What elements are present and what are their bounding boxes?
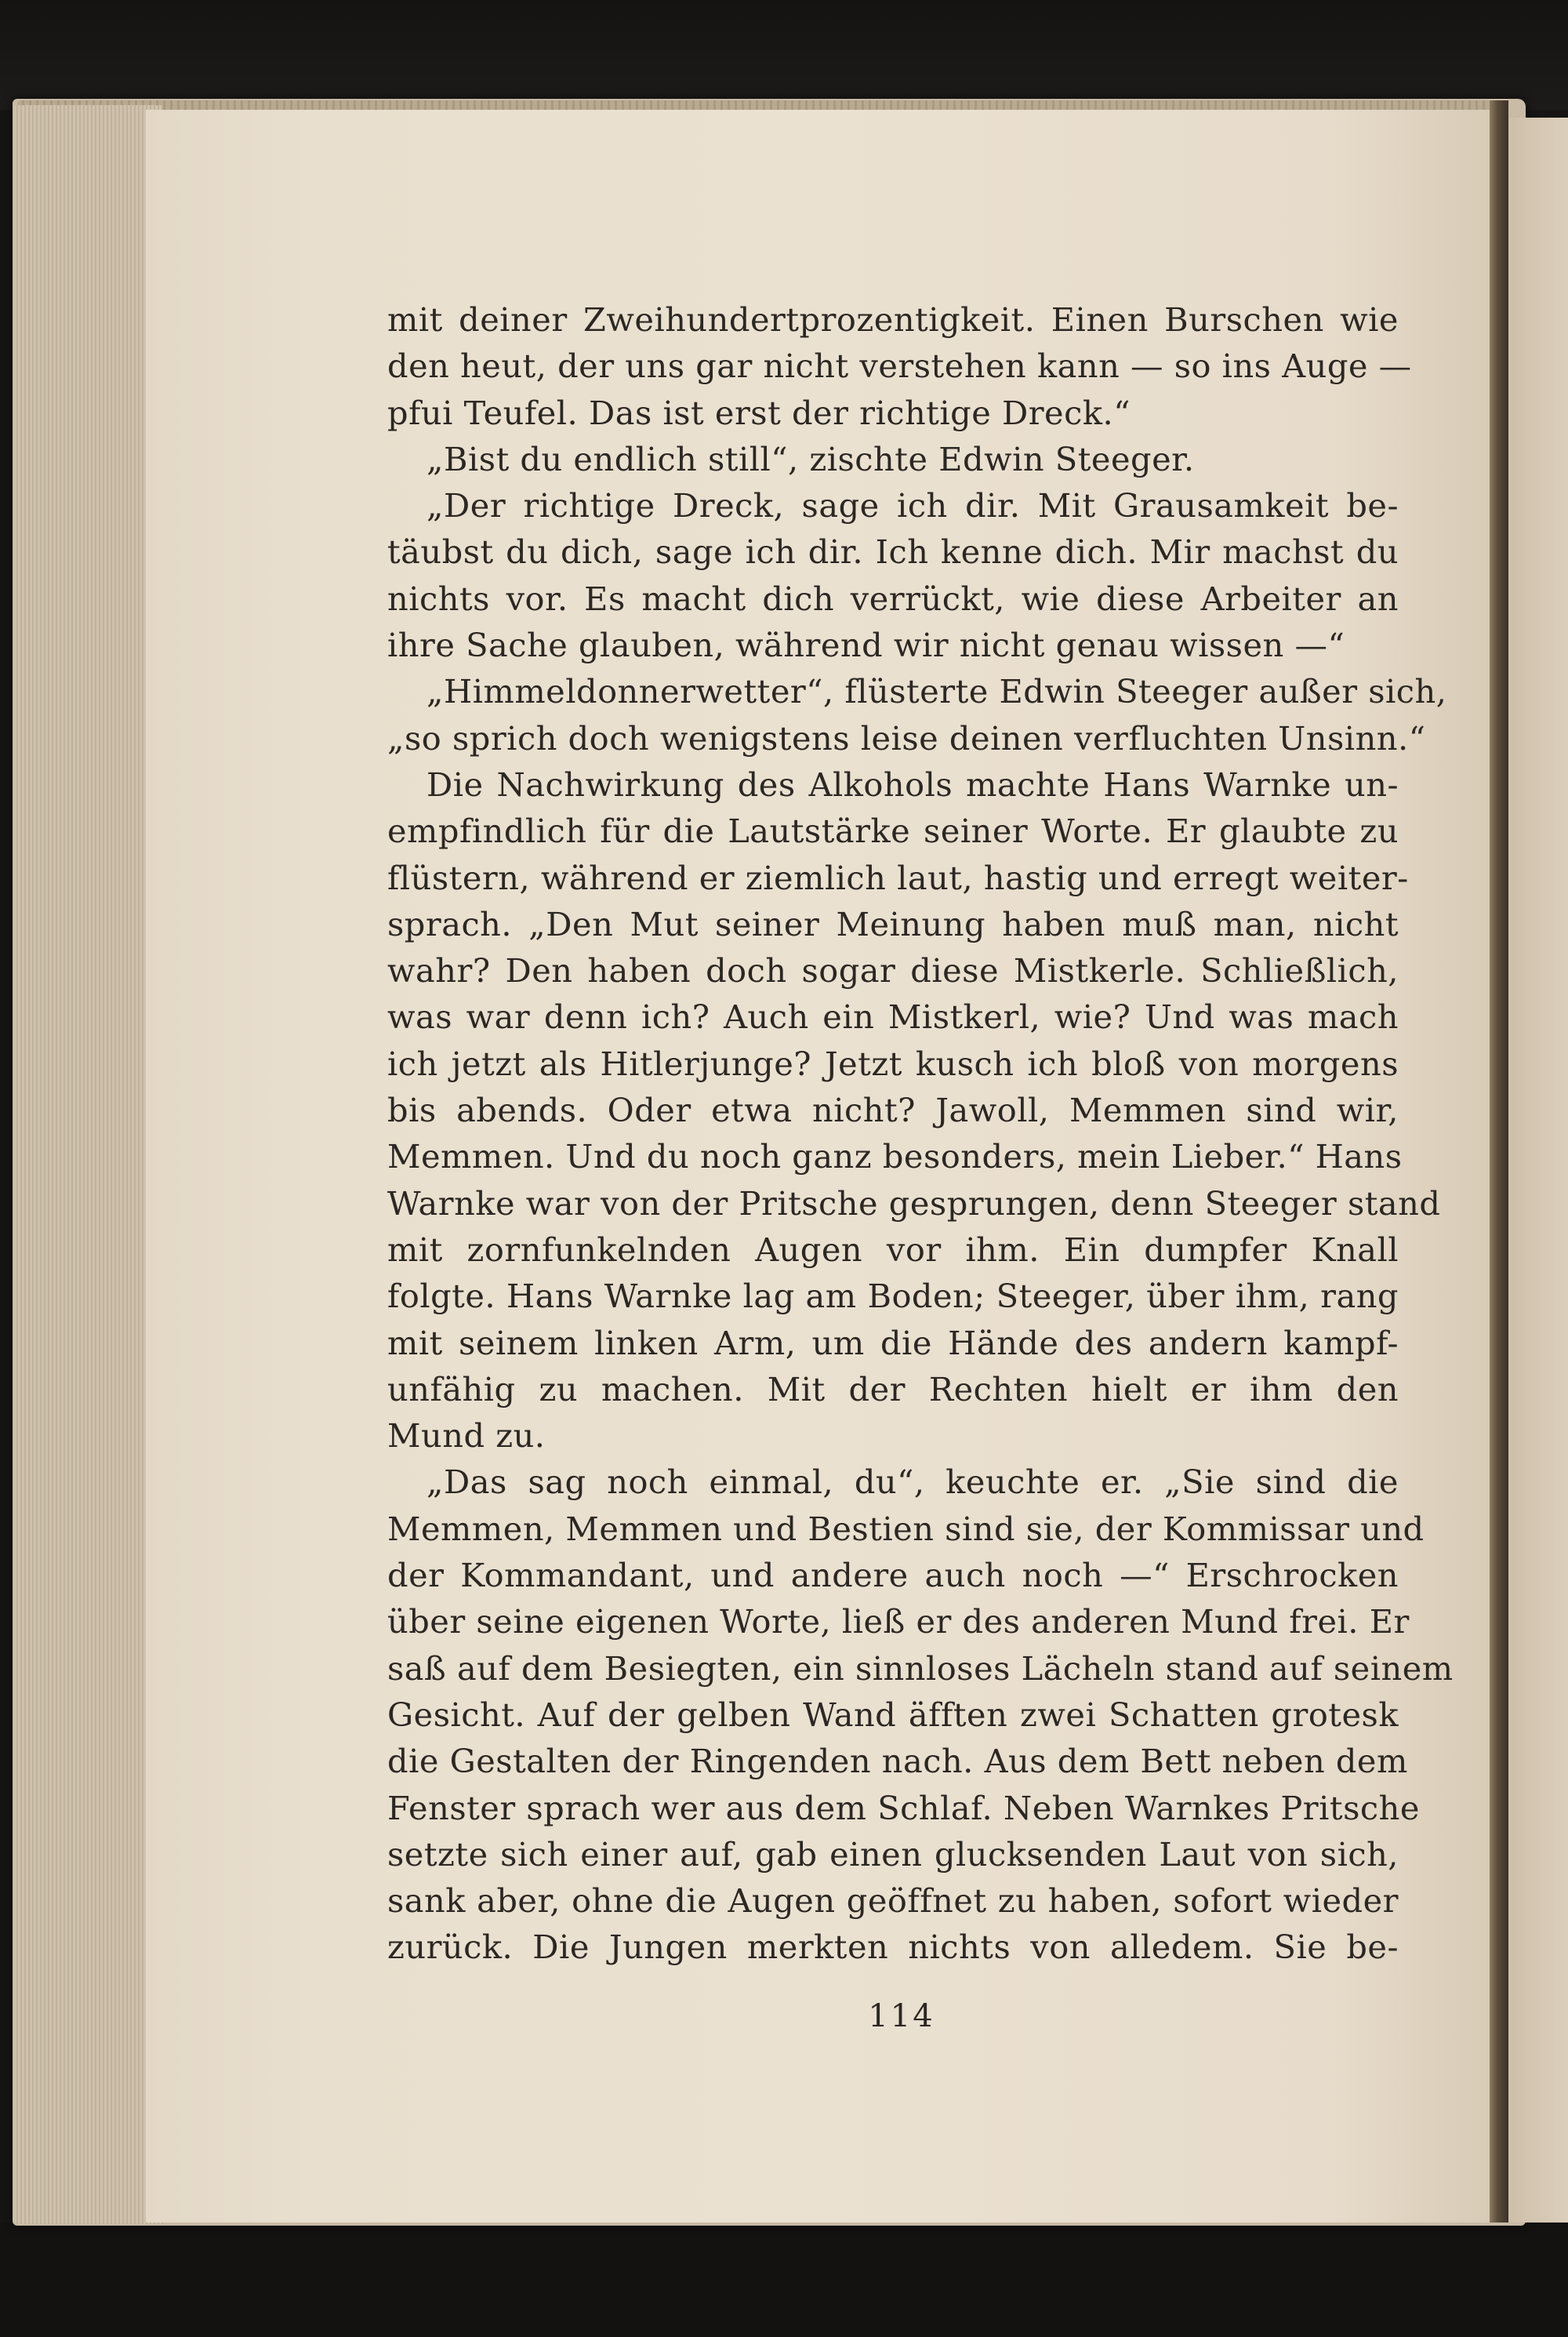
book-gutter xyxy=(1490,100,1508,2223)
text-line: „Der richtige Dreck, sage ich dir. Mit Grausamkeit be- xyxy=(426,486,1399,525)
text-line: wahr? Den haben doch sogar diese Mistkerle. Schließlich, xyxy=(387,951,1399,990)
text-line: „so sprich doch wenigstens leise deinen verfluchten Unsinn.“ xyxy=(387,718,1426,758)
text-line: den heut, der uns gar nicht verstehen kann — so ins Auge — xyxy=(387,347,1412,386)
text-line: Die Nachwirkung des Alkohols machte Hans Warnke un- xyxy=(426,765,1399,804)
text-line: mit deiner Zweihundertprozentigkeit. Einen Burschen wie xyxy=(387,300,1399,339)
text-line: Mund zu. xyxy=(387,1416,546,1456)
text-line: zurück. Die Jungen merkten nichts von alledem. Sie be- xyxy=(387,1928,1399,1967)
text-line: Memmen. Und du noch ganz besonders, mein Lieber.“ Hans xyxy=(387,1137,1403,1176)
text-line: saß auf dem Besiegten, ein sinnloses Lächeln stand auf seinem xyxy=(387,1648,1454,1688)
text-line: folgte. Hans Warnke lag am Boden; Steeger, über ihm, rang xyxy=(387,1277,1399,1316)
text-line: Fenster sprach wer aus dem Schlaf. Neben Warnkes Pritsche xyxy=(387,1788,1420,1827)
text-line: ich jetzt als Hitlerjunge? Jetzt kusch ich bloß von morgens xyxy=(387,1044,1399,1083)
text-line: „Das sag noch einmal, du“, keuchte er. „Sie sind die xyxy=(426,1463,1399,1502)
text-line: nichts vor. Es macht dich verrückt, wie diese Arbeiter an xyxy=(387,579,1399,618)
text-line: über seine eigenen Worte, ließ er des anderen Mund frei. Er xyxy=(387,1602,1410,1641)
text-line: empfindlich für die Lautstärke seiner Worte. Er glaubte zu xyxy=(387,812,1399,851)
text-line: „Bist du endlich still“, zischte Edwin Steeger. xyxy=(426,439,1195,478)
text-line: pfui Teufel. Das ist erst der richtige Dreck.“ xyxy=(387,393,1131,432)
text-line: mit zornfunkelnden Augen vor ihm. Ein dumpfer Knall xyxy=(387,1230,1399,1269)
page-body-text xyxy=(387,296,1454,1971)
text-line: täubst du dich, sage ich dir. Ich kenne dich. Mir machst du xyxy=(387,532,1399,572)
text-line: Warnke war von der Pritsche gesprungen, denn Steeger stand xyxy=(387,1183,1441,1223)
text-line: ihre Sache glauben, während wir nicht genau wissen —“ xyxy=(387,626,1345,665)
text-line: unfähig zu machen. Mit der Rechten hielt er ihm den xyxy=(387,1369,1399,1408)
text-line: sprach. „Den Mut seiner Meinung haben muß man, nicht xyxy=(387,904,1399,943)
text-line: die Gestalten der Ringenden nach. Aus dem Bett neben dem xyxy=(387,1742,1408,1781)
dark-background-bottom xyxy=(0,2223,1568,2337)
text-line: was war denn ich? Auch ein Mistkerl, wie? Und was mach xyxy=(387,998,1399,1037)
page-number: 114 xyxy=(868,1998,935,2034)
page-stack-edges xyxy=(14,105,163,2224)
text-line: Gesicht. Auf der gelben Wand äfften zwei Schatten grotesk xyxy=(387,1695,1399,1734)
text-line: bis abends. Oder etwa nicht? Jawoll, Memmen sind wir, xyxy=(387,1091,1399,1130)
text-line: der Kommandant, und andere auch noch —“ Erschrocken xyxy=(387,1556,1399,1595)
text-line: mit seinem linken Arm, um die Hände des andern kampf- xyxy=(387,1323,1399,1362)
text-line: setzte sich einer auf, gab einen glucksenden Laut von sich, xyxy=(387,1834,1399,1874)
text-line: „Himmeldonnerwetter“, flüsterte Edwin Steeger außer sich, xyxy=(426,672,1447,711)
text-line: sank aber, ohne die Augen geöffnet zu haben, sofort wieder xyxy=(387,1881,1399,1921)
text-line: Memmen, Memmen und Bestien sind sie, der Kommissar und xyxy=(387,1509,1425,1548)
facing-page-edge xyxy=(1508,118,1568,2223)
text-line: flüstern, während er ziemlich laut, hastig und erregt weiter- xyxy=(387,858,1409,897)
dark-background-top xyxy=(0,0,1568,110)
